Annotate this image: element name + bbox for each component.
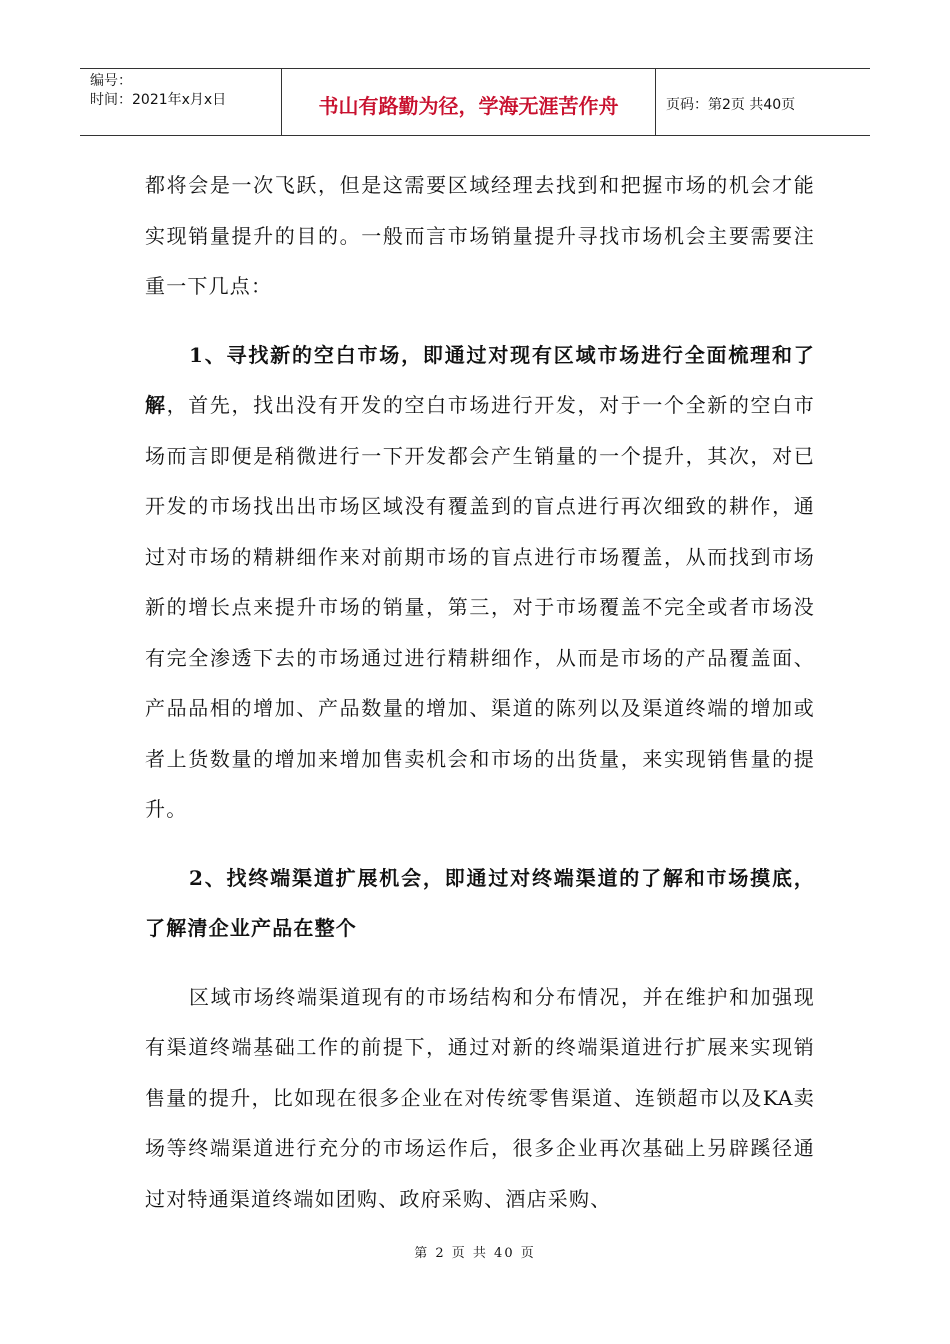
header-motto: 书山有路勤为径，学海无涯苦作舟 xyxy=(282,69,656,135)
point-1-text: ，首先，找出没有开发的空白市场进行开发，对于一个全新的空白市场而言即便是稍微进行一下开发都会产生销量的一个提升，其次，对已开发的市场找出出市场区域没有覆盖到的盲点进行再次细致的耕作，通过对市场的精耕细作来对前期市场的盲点进行市场覆盖，从而找到市场新的增长点来提升市场的销量，第三，对于市场覆盖不完全或者市场没有完全渗透下去的市场通过进行精耕细作，从而是市场的产品覆盖面、产品品相的增加、产品数量的增加、渠道的陈列以及渠道终端的增加或者上货数量的增加来增加售卖机会和市场的出货量，来实现销售量的提升。 xyxy=(145,393,816,821)
point-1-heading: 1、寻找新的空白市场，即通过对现有区域市场进行全面梳理和了解 xyxy=(145,342,815,417)
point-2-heading: 2、找终端渠道扩展机会，即通过对终端渠道的了解和市场摸底，了解清企业产品在整个 xyxy=(145,865,815,940)
paragraph-point-2: 区域市场终端渠道现有的市场结构和分布情况，并在维护和加强现有渠道终端基础工作的前提下，通过对新的终端渠道进行扩展来实现销售量的提升，比如现在很多企业在对传统零售渠道、连锁超市以及KA卖场等终端渠道进行充分的市场运作后，很多企业再次基础上另辟蹊径通过对特通渠道终端如团购、政府采购、酒店采购、 xyxy=(145,984,815,1211)
header-meta xyxy=(80,69,282,135)
paragraph-continued: 都将会是一次飞跃，但是这需要区域经理去找到和把握市场的机会才能实现销量提升的目的。一般而言市场销量提升寻找市场机会主要需要注重一下几点： xyxy=(145,173,815,298)
header-page-info: 页码：第2页 共40页 xyxy=(666,97,796,113)
document-body xyxy=(145,160,815,1224)
page-footer: 第 2 页 共 40 页 xyxy=(414,1246,536,1261)
paragraph-point-1 xyxy=(145,330,815,835)
document-time: 时间：2021年x月x日 xyxy=(90,92,227,108)
page-header xyxy=(80,68,870,136)
document-number: 编号： xyxy=(90,73,132,89)
